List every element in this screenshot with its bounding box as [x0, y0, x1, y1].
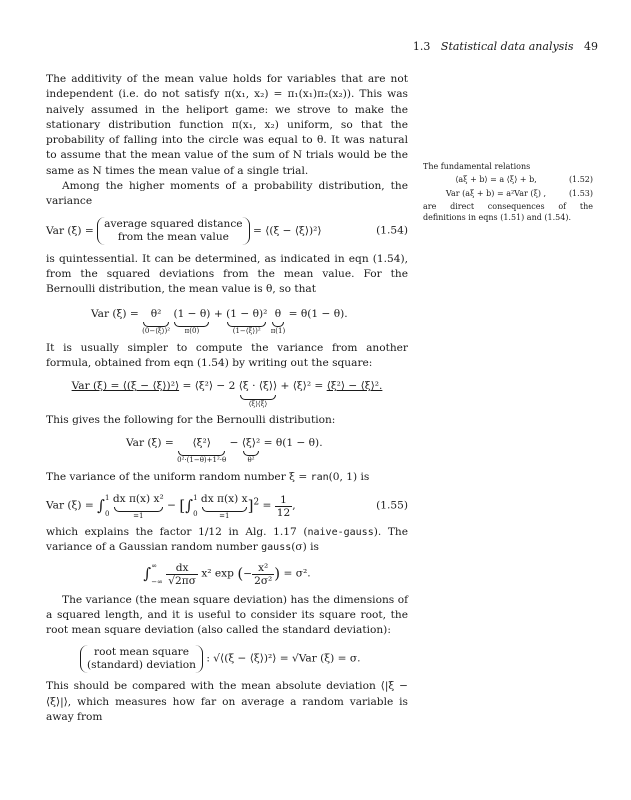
p6-before: The variance of the uniform random number ξ = [46, 471, 308, 484]
code-naive-gauss: naive-gauss [307, 526, 374, 538]
eq155-equals: = [262, 499, 272, 512]
eq154-brace-line1: average squared distance [104, 217, 243, 230]
rms-rhs: : √⟨(ξ − ⟨ξ⟩)²⟩ = √Var (ξ) = σ. [206, 652, 361, 665]
eq154-brace-line2: from the mean value [117, 230, 229, 243]
section-number: 1.3 [412, 40, 431, 53]
eqsq-part3: + ⟨ξ⟩² = [280, 380, 324, 393]
eqb2-term2: ⟨ξ⟩² θ² [241, 437, 261, 465]
eqb1-rhs: = θ(1 − θ). [288, 307, 348, 320]
rms-brace [80, 645, 203, 673]
eq155-int1: dx π(x) x² =1 [112, 492, 164, 520]
paragraph-rms-intro: The variance (the mean square deviation) has the dimensions of a squared length, and it is useful to consider its square root, the root mean square deviation (also called the standard deviation): [46, 593, 408, 637]
integral-sign-icon: ∫ [97, 496, 105, 515]
equation-number-1-52: (1.52) [568, 175, 593, 185]
eqsq-mid: ⟨ξ · ⟨ξ⟩⟩ ⟨ξ⟩⟨ξ⟩ [238, 380, 278, 408]
eq155-int2: dx π(x) x =1 [200, 492, 248, 520]
rms-line1: root mean square [94, 646, 189, 659]
paragraph-bernoulli-follows: This gives the following for the Bernoulli distribution: [46, 413, 336, 426]
section-title: Statistical data analysis [440, 40, 574, 53]
eqb1-term3: (1 − θ)² (1−⟨ξ⟩)² [226, 307, 268, 335]
eq155-fraction: $\frac{1}{12}$ [276, 493, 291, 519]
eqg-limits: ∞ −∞ [151, 562, 163, 587]
page-number: 49 [584, 40, 598, 53]
paragraph-simpler-formula: It is usually simpler to compute the variance from another formula, obtained from eqn (1.54) by writing out the square: [46, 341, 408, 370]
p7-mid: ). The variance of a Gaussian random number [46, 525, 408, 554]
equation-bernoulli-variance [46, 307, 408, 336]
paragraph-naive-gauss [46, 525, 408, 556]
equation-1-54 [46, 217, 408, 245]
equation-number-1-54: (1.54) [376, 224, 408, 237]
eq155-lhs: Var (ξ) = [46, 499, 94, 512]
eq155-power: 2 [253, 497, 260, 508]
main-text [46, 72, 408, 725]
eqb2-rhs: = θ(1 − θ). [263, 437, 323, 450]
eq155-comma: , [292, 499, 296, 512]
eq154-lhs: Var (ξ) = [46, 224, 94, 237]
p7-before: which explains the factor 1/12 in Alg. 1.17 ( [46, 525, 308, 538]
right-bracket-icon: ] [247, 496, 254, 515]
code-gauss: gauss [261, 542, 292, 554]
eqg-fraction: $\frac{dx}{√2\pi\sigma}$ [168, 561, 196, 587]
equation-bernoulli-variance-2 [46, 436, 408, 465]
eqb2-lhs: Var (ξ) = [126, 437, 174, 450]
paragraph-mean-absolute: This should be compared with the mean absolute deviation ⟨|ξ − ⟨ξ⟩|⟩, which measures how far on average a random variable is away from [46, 680, 408, 724]
equation-1-55 [46, 492, 408, 521]
margin-note-text: are direct consequences of the definitions in eqns (1.51) and (1.54). [423, 201, 593, 223]
equation-variance-square [46, 379, 408, 408]
equation-number-1-55: (1.55) [376, 499, 408, 512]
running-head [413, 40, 598, 53]
eqg-exp-fraction: $\frac{\text{x²}}{\text{2σ²}}$ [254, 561, 273, 587]
eqsq-part1: Var (ξ) = ⟨(ξ − ⟨ξ⟩)²⟩ [71, 380, 180, 393]
eq153-body: Var (aξ + b) = a²Var (ξ) , [445, 188, 547, 198]
integral-sign-icon: ∫ [143, 564, 152, 583]
eqsq-part2: = ⟨ξ²⟩ − 2 [182, 380, 236, 393]
eq155-minus: − [167, 499, 177, 512]
eqb1-term4: θ π(1) [270, 307, 286, 335]
eqg-body: x² exp [201, 567, 234, 580]
p7-after: (σ) is [291, 541, 319, 554]
eq154-brace [97, 217, 249, 245]
equation-number-1-53: (1.53) [568, 188, 593, 198]
equation-1-52 [423, 174, 593, 185]
eq154-rhs: = ⟨(ξ − ⟨ξ⟩)²⟩ [252, 224, 322, 237]
rms-line2: (standard) deviation [87, 659, 196, 672]
paragraph-quintessential: is quintessential. It can be determined, as indicated in eqn (1.54), from the squared deviations from the mean value. For the Bernoulli distribution, the mean value is θ, so that [46, 252, 408, 296]
paragraph-variance-intro: Among the higher moments of a probability distribution, the variance [46, 180, 408, 208]
paragraph-uniform [46, 470, 408, 485]
left-paren-icon: ( [237, 564, 244, 583]
left-bracket-icon: [ [179, 496, 186, 515]
eqb2-minus: − [229, 437, 239, 450]
eqb1-plus: + [213, 307, 223, 320]
right-paren-icon: ) [274, 564, 281, 583]
eqb1-term1: θ² (0−⟨ξ⟩)² [142, 307, 171, 335]
equation-1-53 [423, 188, 593, 199]
eq155-limits-2: 1 0 [193, 494, 198, 519]
code-ran: ran [310, 472, 329, 484]
eqb1-term2: (1 − θ) π(0) [173, 307, 211, 335]
equation-gaussian-variance: ∫∞ −∞ $\frac{dx}{√2\pi\sigma}$ x² exp (− $\frac{\text{x²}}{\text{2σ²}}$ ) = σ². [143, 561, 311, 587]
eqsq-part4: ⟨ξ²⟩ − ⟨ξ⟩². [326, 380, 383, 393]
margin-note-title: The fundamental relations [423, 162, 531, 171]
eqg-rhs: = σ². [283, 567, 311, 580]
integral-sign-icon: ∫ [185, 496, 194, 515]
eqb2-term1: ⟨ξ²⟩ 0²·(1−θ)+1²·θ [177, 437, 227, 465]
eqb1-lhs: Var (ξ) = [91, 307, 139, 320]
margin-note [423, 161, 593, 223]
paragraph-additivity: The additivity of the mean value holds for variables that are not independent (i.e. do not satisfy π(x₁, x₂) = π₁(x₁)π₂(x₂)). This was naively assumed in the heliport game: we strove to make the stationary distribution function π(x₁, x₂) uniform, so that the probability of falling into the circle was equal to θ. It was natural to assume that the mean value of the sum of N trials would be the same as N times the mean value of a single trial. [46, 73, 408, 177]
eq155-limits-1: 1 0 [104, 494, 110, 519]
equation-rms [46, 645, 408, 673]
eq152-body: ⟨aξ + b⟩ = a ⟨ξ⟩ + b, [455, 175, 537, 185]
p6-after: (0, 1) is [328, 471, 370, 484]
